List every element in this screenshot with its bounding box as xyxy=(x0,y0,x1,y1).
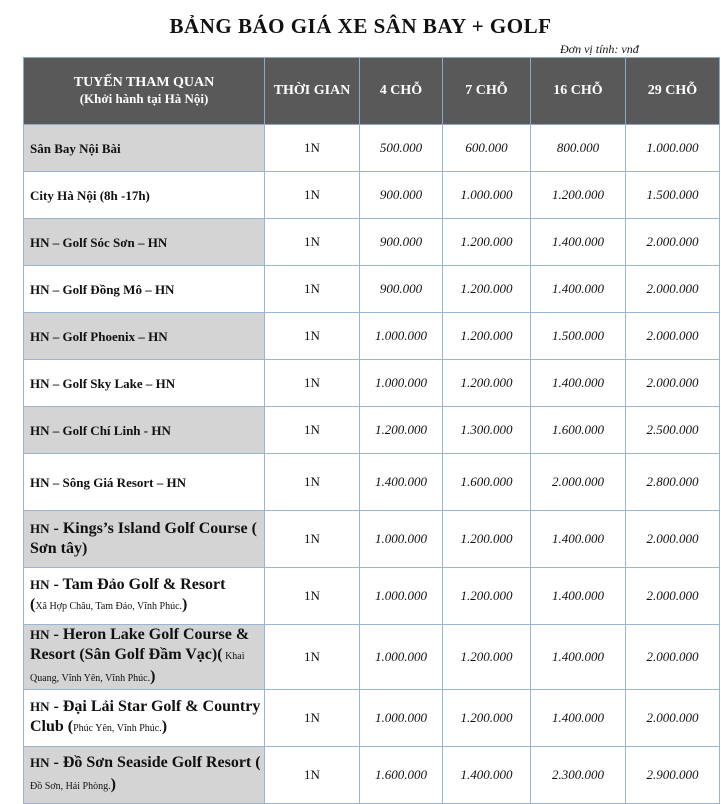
price-16-cell: 1.400.000 xyxy=(531,625,626,690)
price-7-cell: 1.000.000 xyxy=(443,172,531,219)
price-29-cell: 2.000.000 xyxy=(626,360,720,407)
price-4-cell: 1.000.000 xyxy=(360,313,443,360)
price-16-cell: 1.500.000 xyxy=(531,313,626,360)
price-4-cell: 900.000 xyxy=(360,219,443,266)
route-cell: City Hà Nội (8h -17h) xyxy=(24,172,265,219)
header-route-subtitle: (Khởi hành tại Hà Nội) xyxy=(79,91,209,106)
route-cell: HN – Sông Giá Resort – HN xyxy=(24,454,265,511)
route-cell: HN – Golf Phoenix – HN xyxy=(24,313,265,360)
table-row xyxy=(24,511,720,568)
route-location: Khai Quang, Vĩnh Yên, Vĩnh Phúc. xyxy=(30,651,245,684)
price-4-cell: 900.000 xyxy=(360,266,443,313)
route-cell: HN – Golf Chí Linh - HN xyxy=(24,407,265,454)
price-7-cell: 1.200.000 xyxy=(443,360,531,407)
table-row xyxy=(24,568,720,625)
price-29-cell: 2.900.000 xyxy=(626,747,720,804)
price-7-cell: 1.400.000 xyxy=(443,747,531,804)
price-29-cell: 2.000.000 xyxy=(626,266,720,313)
price-4-cell: 1.000.000 xyxy=(360,360,443,407)
price-7-cell: 1.200.000 xyxy=(443,568,531,625)
time-cell: 1N xyxy=(265,454,360,511)
price-29-cell: 2.000.000 xyxy=(626,511,720,568)
price-16-cell: 1.400.000 xyxy=(531,360,626,407)
time-cell: 1N xyxy=(265,407,360,454)
table-row xyxy=(24,454,720,511)
header-route-title: TUYẾN THAM QUAN xyxy=(73,75,215,90)
time-cell: 1N xyxy=(265,172,360,219)
table-row xyxy=(24,172,720,219)
time-cell: 1N xyxy=(265,511,360,568)
route-main: - Đồ Sơn Seaside Golf Resort ( xyxy=(49,754,261,771)
price-table xyxy=(23,57,720,804)
price-29-cell: 2.000.000 xyxy=(626,690,720,747)
price-4-cell: 1.600.000 xyxy=(360,747,443,804)
time-cell: 1N xyxy=(265,690,360,747)
route-paren-close: ) xyxy=(161,718,168,735)
table-header-row xyxy=(24,58,720,125)
route-cell: HN – Golf Sóc Sơn – HN xyxy=(24,219,265,266)
price-16-cell: 1.400.000 xyxy=(531,266,626,313)
route-hn: HN xyxy=(30,521,50,536)
price-4-cell: 1.000.000 xyxy=(360,568,443,625)
price-7-cell: 1.200.000 xyxy=(443,690,531,747)
price-16-cell: 1.400.000 xyxy=(531,690,626,747)
price-7-cell: 1.200.000 xyxy=(443,266,531,313)
time-cell: 1N xyxy=(265,219,360,266)
price-7-cell: 1.200.000 xyxy=(443,625,531,690)
table-row xyxy=(24,313,720,360)
price-7-cell: 1.600.000 xyxy=(443,454,531,511)
price-16-cell: 1.600.000 xyxy=(531,407,626,454)
price-16-cell: 1.400.000 xyxy=(531,511,626,568)
price-29-cell: 2.000.000 xyxy=(626,313,720,360)
route-cell xyxy=(24,625,265,690)
route-location: Đồ Sơn, Hải Phòng. xyxy=(30,781,111,792)
price-4-cell: 1.000.000 xyxy=(360,511,443,568)
table-row xyxy=(24,219,720,266)
route-cell xyxy=(24,511,265,568)
table-row xyxy=(24,747,720,804)
header-29-seats: 29 CHỖ xyxy=(626,58,720,125)
price-29-cell: 2.000.000 xyxy=(626,625,720,690)
table-row xyxy=(24,407,720,454)
price-7-cell: 600.000 xyxy=(443,125,531,172)
price-7-cell: 1.300.000 xyxy=(443,407,531,454)
route-cell xyxy=(24,568,265,625)
table-row xyxy=(24,690,720,747)
route-main: - Heron Lake Golf Course & Resort (Sân Golf Đầm Vạc)( xyxy=(30,626,250,663)
price-16-cell: 1.400.000 xyxy=(531,568,626,625)
header-7-seats: 7 CHỖ xyxy=(443,58,531,125)
header-4-seats: 4 CHỖ xyxy=(360,58,443,125)
price-7-cell: 1.200.000 xyxy=(443,219,531,266)
price-16-cell: 2.000.000 xyxy=(531,454,626,511)
route-cell: Sân Bay Nội Bài xyxy=(24,125,265,172)
price-16-cell: 1.200.000 xyxy=(531,172,626,219)
price-4-cell: 1.400.000 xyxy=(360,454,443,511)
price-7-cell: 1.200.000 xyxy=(443,313,531,360)
price-4-cell: 1.200.000 xyxy=(360,407,443,454)
table-row xyxy=(24,125,720,172)
price-29-cell: 2.500.000 xyxy=(626,407,720,454)
time-cell: 1N xyxy=(265,625,360,690)
price-4-cell: 1.000.000 xyxy=(360,625,443,690)
time-cell: 1N xyxy=(265,360,360,407)
route-hn: HN xyxy=(30,627,50,642)
price-29-cell: 2.800.000 xyxy=(626,454,720,511)
time-cell: 1N xyxy=(265,747,360,804)
route-paren-close: ) xyxy=(110,776,116,793)
route-paren-open: ( xyxy=(30,596,36,613)
route-main: - Đại Lải Star Golf & Country Club ( xyxy=(30,698,261,735)
route-location: Xã Hợp Châu, Tam Đảo, Vĩnh Phúc. xyxy=(35,601,183,612)
price-4-cell: 1.000.000 xyxy=(360,690,443,747)
table-row xyxy=(24,625,720,690)
time-cell: 1N xyxy=(265,313,360,360)
route-main: - Tam Đảo Golf & Resort xyxy=(49,576,226,593)
price-7-cell: 1.200.000 xyxy=(443,511,531,568)
route-hn: HN xyxy=(30,755,50,770)
header-route xyxy=(24,58,265,125)
route-cell xyxy=(24,747,265,804)
price-16-cell: 1.400.000 xyxy=(531,219,626,266)
header-16-seats: 16 CHỖ xyxy=(531,58,626,125)
price-4-cell: 900.000 xyxy=(360,172,443,219)
route-cell: HN – Golf Sky Lake – HN xyxy=(24,360,265,407)
unit-note: Đơn vị tính: vnđ xyxy=(560,42,639,56)
time-cell: 1N xyxy=(265,125,360,172)
price-29-cell: 2.000.000 xyxy=(626,568,720,625)
table-row xyxy=(24,360,720,407)
route-main: - Kings’s Island Golf Course ( Sơn tây) xyxy=(30,520,257,557)
table-row xyxy=(24,266,720,313)
route-location: Phúc Yên, Vĩnh Phúc. xyxy=(73,723,162,734)
price-16-cell: 800.000 xyxy=(531,125,626,172)
price-16-cell: 2.300.000 xyxy=(531,747,626,804)
route-hn: HN xyxy=(30,699,50,714)
price-29-cell: 1.500.000 xyxy=(626,172,720,219)
header-time: THỜI GIAN xyxy=(265,58,360,125)
route-paren-close: ) xyxy=(182,596,188,613)
route-cell xyxy=(24,690,265,747)
time-cell: 1N xyxy=(265,568,360,625)
route-hn: HN xyxy=(30,577,50,592)
price-4-cell: 500.000 xyxy=(360,125,443,172)
price-29-cell: 1.000.000 xyxy=(626,125,720,172)
price-29-cell: 2.000.000 xyxy=(626,219,720,266)
time-cell: 1N xyxy=(265,266,360,313)
route-paren-close: ) xyxy=(150,668,156,685)
route-cell: HN – Golf Đồng Mô – HN xyxy=(24,266,265,313)
page-title: BẢNG BÁO GIÁ XE SÂN BAY + GOLF xyxy=(169,14,552,38)
